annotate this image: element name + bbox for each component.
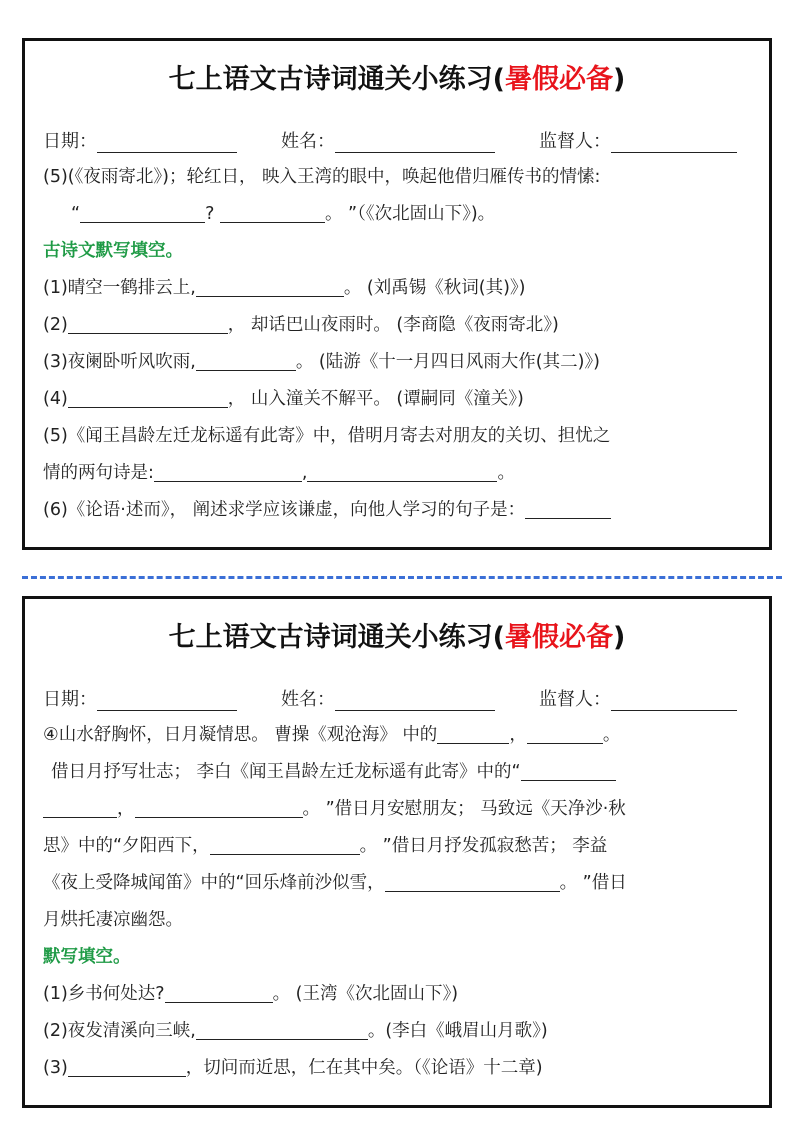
question-line: (2) ， 却话巴山夜雨时。 (李商隐《夜雨寄北》) <box>43 307 755 344</box>
question-line: (3) ，切问而近思，仁在其中矣。（《论语》十二章) <box>43 1050 755 1087</box>
answer-blank[interactable] <box>385 869 560 892</box>
answer-blank[interactable] <box>210 832 360 855</box>
answer-blank[interactable] <box>135 795 303 818</box>
answer-blank[interactable] <box>43 795 117 818</box>
section-heading: 古诗文默写填空。 <box>43 241 183 261</box>
question-line: (1)乡书何处达? 。 (王湾《次北固山下》) <box>43 976 755 1013</box>
question-line: (1)晴空一鹤排云上, 。 (刘禹锡《秋词(其)》) <box>43 270 755 307</box>
title-highlight: 暑假必备 <box>505 64 613 95</box>
answer-blank[interactable] <box>165 980 273 1003</box>
answer-blank[interactable] <box>521 758 616 781</box>
answer-blank[interactable] <box>196 274 344 297</box>
question-line: (2)夜发清溪向三峡, 。(李白《峨眉山月歌》) <box>43 1013 755 1050</box>
passage-line: 借日月抒写壮志； 李白《闻王昌龄左迁龙标遥有此寄》中的“ <box>43 754 755 791</box>
answer-blank[interactable] <box>307 459 497 482</box>
date-field[interactable]: 日期： <box>43 127 237 153</box>
passage-line: ④山水舒胸怀，日月凝情思。 曹操《观沧海》 中的 ， 。 <box>43 717 755 754</box>
passage-line: 《夜上受降城闻笛》中的“回乐烽前沙似雪， 。 ”借日 <box>43 865 755 902</box>
answer-blank[interactable] <box>68 311 228 334</box>
question-line: (5)《闻王昌龄左迁龙标遥有此寄》中，借明月寄去对朋友的关切、担忧之 <box>43 426 611 446</box>
passage-line: 月烘托凄凉幽怨。 <box>43 910 183 930</box>
passage-line: 思》中的“夕阳西下， 。 ”借日月抒发孤寂愁苦； 李益 <box>43 828 755 865</box>
question-line: “ ? 。 ”（《次北固山下》)。 <box>43 196 755 233</box>
answer-blank[interactable] <box>525 496 611 519</box>
answer-blank[interactable] <box>196 348 296 371</box>
worksheet-card-2 <box>22 596 772 1108</box>
question-line: (5)(《夜雨寄北》)；轮红日， 映入王湾的眼中，唤起他借归雁传书的情愫: <box>43 167 601 187</box>
worksheet-title: 七上语文古诗词通关小练习(暑假必备) <box>168 64 626 95</box>
answer-blank[interactable] <box>154 459 302 482</box>
name-blank[interactable] <box>335 690 495 711</box>
name-field[interactable]: 姓名： <box>281 127 495 153</box>
supervisor-blank[interactable] <box>611 690 737 711</box>
info-row <box>43 685 751 711</box>
question-line: (6)《论语·述而》， 阐述求学应该谦虚，向他人学习的句子是： <box>43 492 755 529</box>
date-blank[interactable] <box>97 132 237 153</box>
card2-body <box>43 717 755 1087</box>
title-highlight: 暑假必备 <box>505 622 613 653</box>
section-heading: 默写填空。 <box>43 947 131 967</box>
passage-line: ， 。 ”借日月安慰朋友； 马致远《天净沙·秋 <box>43 791 755 828</box>
question-line: (4) ， 山入潼关不解平。 (谭嗣同《潼关》) <box>43 381 755 418</box>
answer-blank[interactable] <box>68 1054 186 1077</box>
answer-blank[interactable] <box>437 721 509 744</box>
question-line: 情的两句诗是: , 。 <box>43 455 755 492</box>
supervisor-blank[interactable] <box>611 132 737 153</box>
date-blank[interactable] <box>97 690 237 711</box>
name-blank[interactable] <box>335 132 495 153</box>
worksheet-card-1 <box>22 38 772 550</box>
answer-blank[interactable] <box>68 385 228 408</box>
answer-blank[interactable] <box>527 721 603 744</box>
info-row <box>43 127 751 153</box>
supervisor-field[interactable]: 监督人： <box>539 127 737 153</box>
supervisor-field[interactable]: 监督人： <box>539 685 737 711</box>
card1-body <box>43 159 755 529</box>
answer-blank[interactable] <box>220 200 325 223</box>
date-field[interactable]: 日期： <box>43 685 237 711</box>
name-field[interactable]: 姓名： <box>281 685 495 711</box>
dashed-divider <box>22 576 782 579</box>
answer-blank[interactable] <box>196 1017 368 1040</box>
answer-blank[interactable] <box>80 200 205 223</box>
worksheet-title: 七上语文古诗词通关小练习(暑假必备) <box>168 622 626 653</box>
question-line: (3)夜阑卧听风吹雨, 。 (陆游《十一月四日风雨大作(其二)》) <box>43 344 755 381</box>
